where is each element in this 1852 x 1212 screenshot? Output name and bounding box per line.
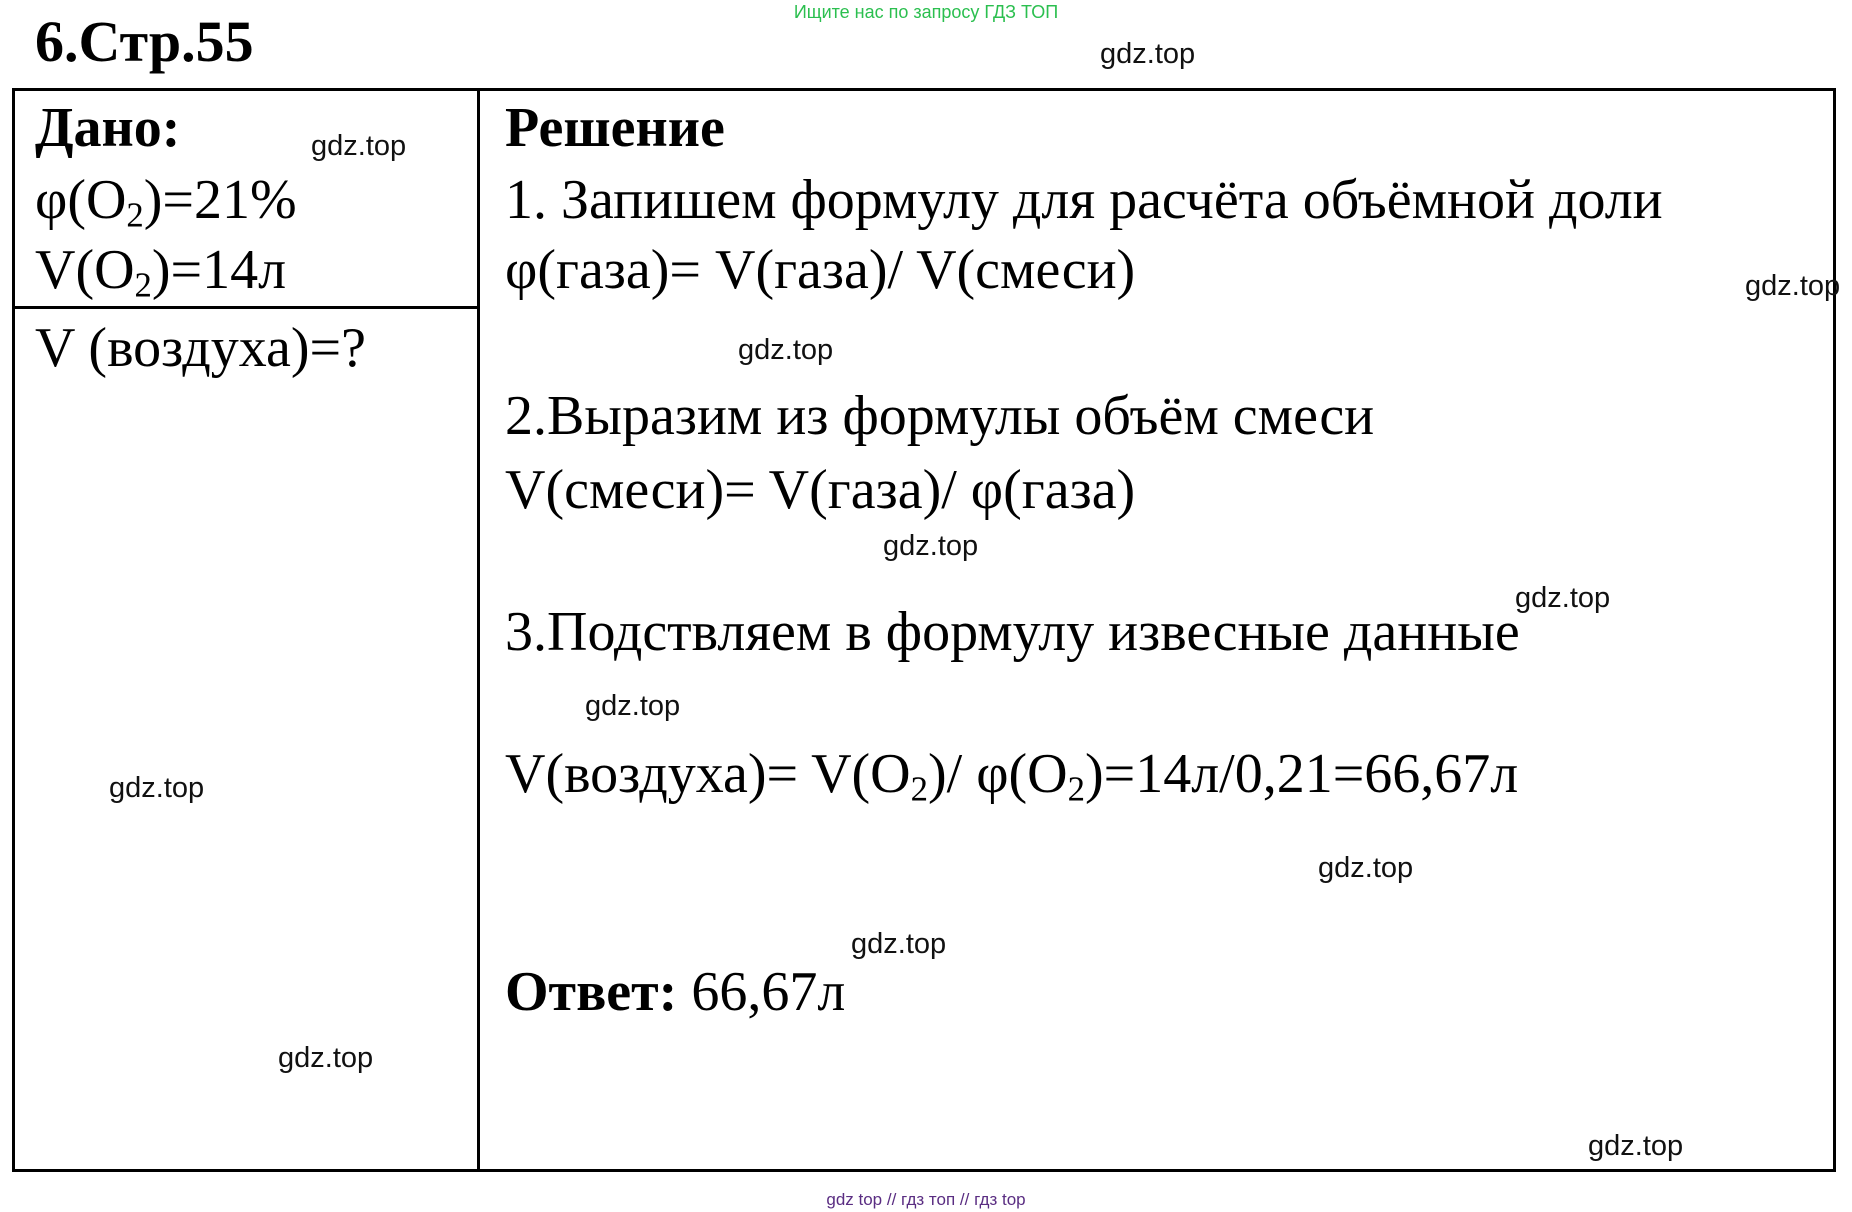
formula-1: φ(газа)= V(газа)/ V(смеси) (505, 239, 1136, 301)
watermark: gdz.top (585, 690, 681, 722)
bottom-link-gdz-top[interactable]: gdz top (826, 1190, 883, 1209)
formula-2: V(смеси)= V(газа)/ φ(газа) (505, 459, 1136, 521)
column-divider (477, 88, 480, 1172)
page-title: 6.Стр.55 (35, 9, 254, 74)
watermark: gdz.top (1318, 852, 1414, 884)
bottom-link-gdz-top-mixed[interactable]: гдз top (974, 1190, 1026, 1209)
step-2: 2.Выразим из формулы объём смеси (505, 385, 1375, 447)
top-banner[interactable]: Ищите нас по запросу ГДЗ ТОП (793, 2, 1059, 22)
given-volume-o2: $V(O_2)=14л$ (35, 239, 287, 305)
given-label: Дано: (35, 97, 181, 159)
watermark: gdz.top (1588, 1130, 1684, 1162)
watermark: gdz.top (278, 1042, 374, 1074)
watermark: gdz.top (851, 928, 947, 960)
given-phi-o2: $\varphi(O_2)=21\%$ (35, 169, 297, 235)
watermark: gdz.top (738, 334, 834, 366)
watermark: gdz.top (1100, 38, 1196, 70)
bottom-link-gdz-top-ru[interactable]: гдз топ (901, 1190, 956, 1209)
watermark: gdz.top (1515, 582, 1611, 614)
bottom-links: gdz top // гдз топ // гдз top (826, 1190, 1026, 1209)
watermark: gdz.top (311, 130, 407, 162)
step-1: 1. Запишем формулу для расчёта объёмной доли (505, 169, 1663, 231)
answer: Ответ: 66,67л (505, 961, 846, 1023)
calculation: V(воздуха)= $V(O_2)/$ $\varphi(O_2)=14л/0,21=66,67л$ (505, 743, 1519, 809)
watermark: gdz.top (109, 772, 205, 804)
given-divider (12, 306, 480, 309)
step-3: 3.Подствляем в формулу извесные данные (505, 601, 1520, 663)
watermark: gdz.top (883, 530, 979, 562)
find-volume-air: V (воздуха)=? (35, 317, 366, 379)
watermark: gdz.top (1745, 270, 1841, 302)
solution-label: Решение (505, 97, 725, 159)
